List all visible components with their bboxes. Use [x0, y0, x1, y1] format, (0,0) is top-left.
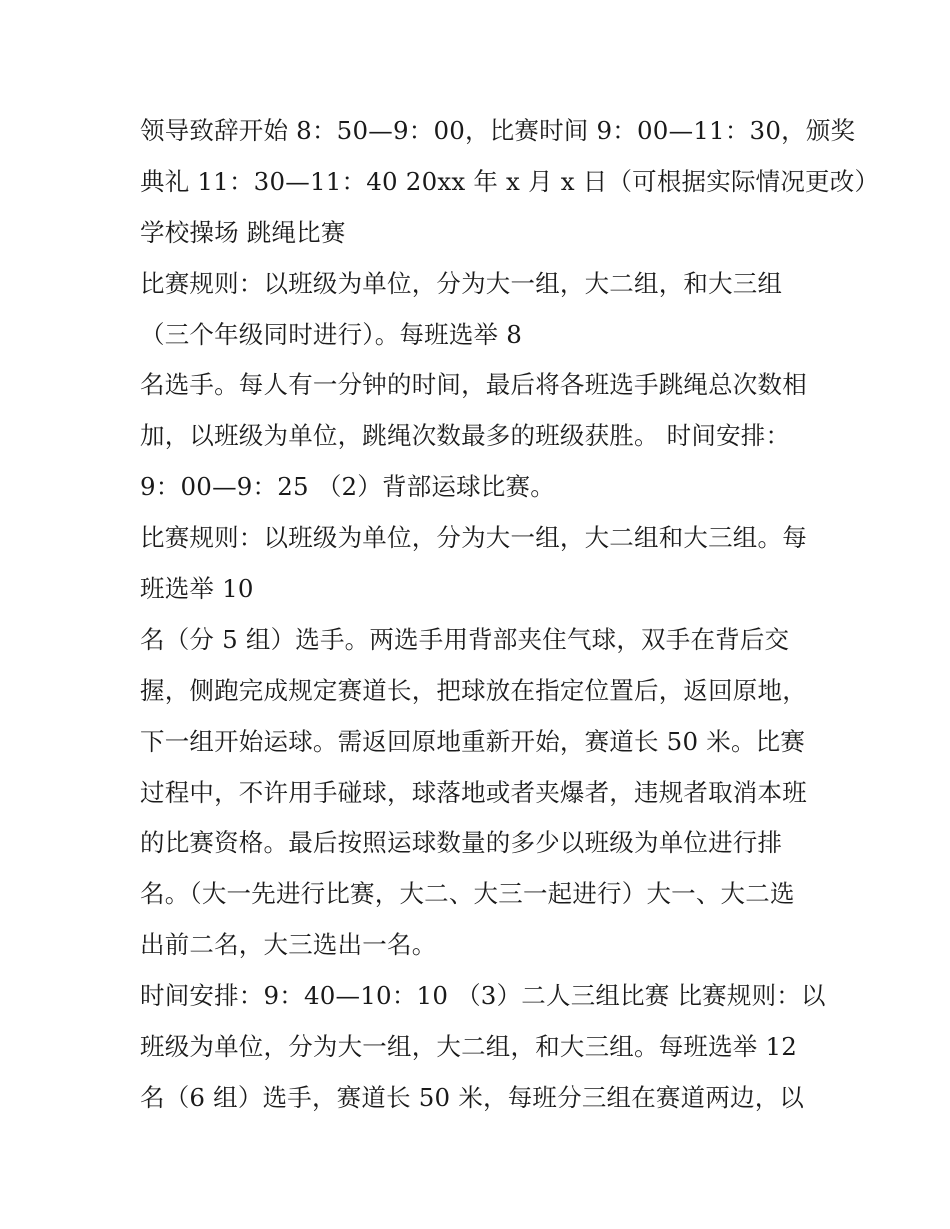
text-line: 名。（大一先进行比赛，大二、大三一起进行）大一、大二选: [140, 879, 795, 909]
text-line: 班选举 10: [140, 574, 254, 604]
document-body: [140, 106, 880, 1124]
text-line: 比赛规则：以班级为单位，分为大一组，大二组，和大三组: [140, 268, 783, 298]
text-line: （三个年级同时进行）。每班选举 8: [140, 319, 523, 349]
text-line: 学校操场 跳绳比赛: [140, 217, 346, 247]
text-line: 下一组开始运球。需返回原地重新开始，赛道长 50 米。比赛: [140, 726, 806, 756]
text-line: 比赛规则：以班级为单位，分为大一组，大二组和大三组。每: [140, 523, 807, 553]
text-line: 名（分 5 组）选手。两选手用背部夹住气球，双手在背后交: [140, 624, 790, 654]
text-line: 9：00—9：25 （2）背部运球比赛。: [140, 472, 555, 502]
text-line: 加，以班级为单位，跳绳次数最多的班级获胜。 时间安排：: [140, 421, 791, 451]
text-line: 名（6 组）选手，赛道长 50 米，每班分三组在赛道两边，以: [140, 1082, 805, 1112]
text-line: 典礼 11：30—11：40 20xx 年 x 月 x 日（可根据实际情况更改）: [140, 166, 880, 196]
text-line: 名选手。每人有一分钟的时间，最后将各班选手跳绳总次数相: [140, 370, 807, 400]
text-line: 领导致辞开始 8：50—9：00，比赛时间 9：00—11：30，颁奖: [140, 116, 856, 145]
text-line: 过程中，不许用手碰球，球落地或者夹爆者，违规者取消本班: [140, 777, 807, 807]
text-line: 的比赛资格。最后按照运球数量的多少以班级为单位进行排: [140, 828, 783, 858]
text-line: 握，侧跑完成规定赛道长，把球放在指定位置后，返回原地，: [140, 675, 807, 705]
text-line: 时间安排：9：40—10：10 （3）二人三组比赛 比赛规则：以: [140, 981, 826, 1011]
text-line: 出前二名，大三选出一名。: [140, 930, 437, 960]
text-line: 班级为单位，分为大一组，大二组，和大三组。每班选举 12: [140, 1032, 798, 1062]
